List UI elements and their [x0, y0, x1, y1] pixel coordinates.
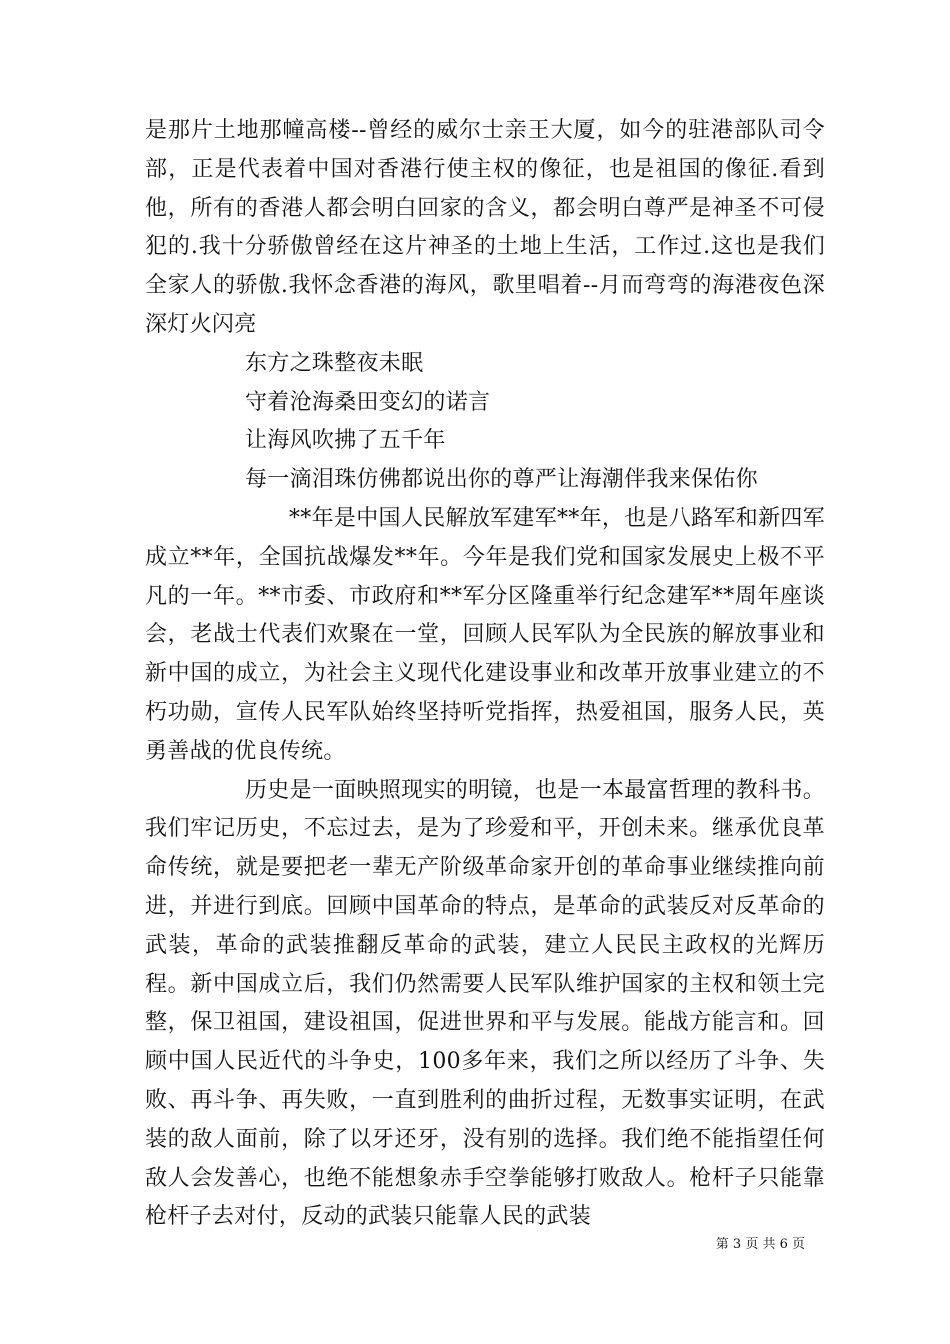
paragraph-anniversary: **年是中国人民解放军建军**年，也是八路军和新四军成立**年，全国抗战爆发**年。今年是我们党和国家发展史上极不平凡的一年。**市委、市政府和**军分区隆重举行纪念建军**周年座谈会，老战士代表们欢聚在一堂，回顾人民军队为全民族的解放事业和新中国的成立，为社会主义现代化建设事业和改革开放事业建立的不朽功勋，宣传人民军队始终坚持听党指挥，热爱祖国，服务人民，英勇善战的优良传统。 [145, 505, 825, 764]
poem-line-1: 东方之珠整夜未眠 [245, 350, 424, 376]
page-number: 第 3 页 共 6 页 [715, 1237, 805, 1252]
document-body [145, 112, 825, 1237]
poem-line-2: 守着沧海桑田变幻的诺言 [245, 389, 491, 415]
paragraph-history: 历史是一面映照现实的明镜，也是一本最富哲理的教科书。我们牢记历史，不忘过去，是为了珍爱和平，开创未来。继承优良革命传统，就是要把老一辈无产阶级革命家开创的革命事业继续推向前进，并进行到底。回顾中国革命的特点，是革命的武装反对反革命的武装，革命的武装推翻反革命的武装，建立人民民主政权的光辉历程。新中国成立后，我们仍然需要人民军队维护国家的主权和领土完整，保卫祖国，建设祖国，促进世界和平与发展。能战方能言和。回顾中国人民近代的斗争史，100多年来，我们之所以经历了斗争、失败、再斗争、再失败，一直到胜利的曲折过程，无数事实证明，在武装的敌人面前，除了以牙还牙，没有别的选择。我们绝不能指望任何敌人会发善心，也绝不能想象赤手空拳能够打败敌人。枪杆子只能靠枪杆子去对付，反动的武装只能靠人民的武装 [145, 777, 825, 1230]
poem-line-3: 让海风吹拂了五千年 [245, 428, 446, 454]
poem-line-4: 每一滴泪珠仿佛都说出你的尊严让海潮伴我来保佑你 [245, 467, 758, 493]
paragraph-hongkong: 是那片土地那幢高楼--曾经的威尔士亲王大厦，如今的驻港部队司令部，正是代表着中国对香港行使主权的像征，也是祖国的像征.看到他，所有的香港人都会明白回家的含义，都会明白尊严是神圣不可侵犯的.我十分骄傲曾经在这片神圣的土地上生活，工作过.这也是我们全家人的骄傲.我怀念香港的海风，歌里唱着--月而弯弯的海港夜色深深灯火闪亮 [145, 118, 825, 337]
